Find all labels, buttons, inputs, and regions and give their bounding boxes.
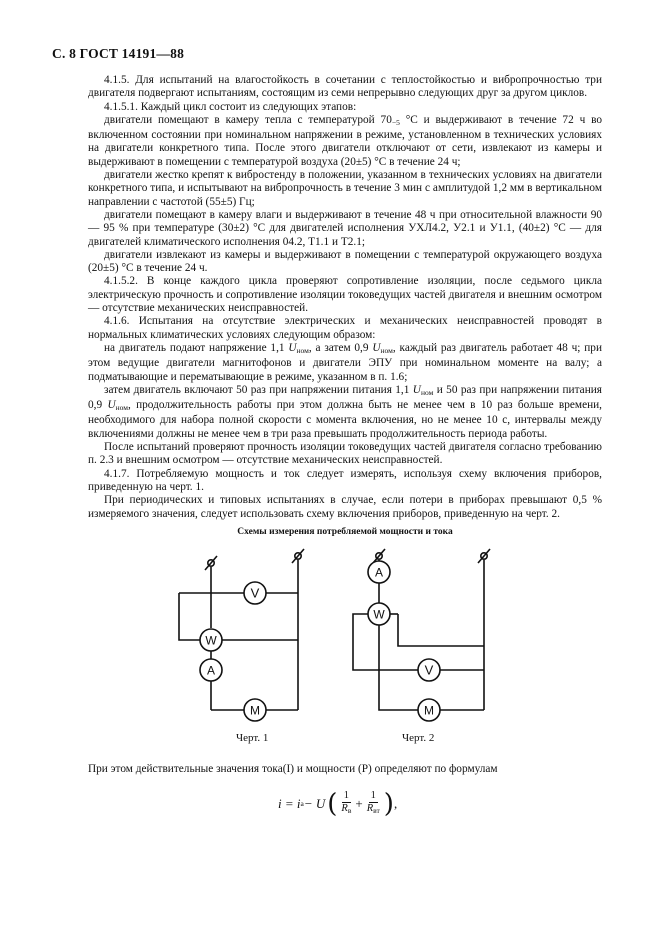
wattmeter-2 (368, 603, 390, 625)
diagram-2 (353, 549, 490, 721)
svg-text:V: V (250, 585, 260, 601)
paragraph-humidity-stage: двигатели помещают в камеру влаги и выдерживают в течение 48 ч при относительной влажности 90 — 95 % при температуре (30±2) °С для двигателей исполнения УХЛ4.2, У2.1 и У1.1, (40±2) °С — для двигателей климатического исполнения 04.2, Т1.1 и Т2.1; (88, 208, 602, 248)
svg-text:V: V (424, 662, 434, 678)
svg-text:A: A (206, 663, 216, 678)
motor-1 (244, 699, 266, 721)
fraction-1: $\frac{1}{R_в}$ (341, 790, 352, 815)
svg-text:A: A (374, 565, 384, 580)
paragraph-4-1-6: 4.1.6. Испытания на отсутствие электрических и механических неисправностей проводят в нормальных климатических условиях следующим образом: (88, 315, 602, 341)
fraction-2: $\frac{1}{R_{вт}}$ (366, 790, 380, 815)
wattmeter-1 (200, 629, 222, 651)
svg-text:M: M (424, 703, 434, 718)
schemes-title: Схемы измерения потребляемой мощности и тока (237, 527, 453, 537)
paragraph-4-1-5-2: 4.1.5.2. В конце каждого цикла проверяют сопротивление изоляции, после седьмого цикла электрическую прочность и сопротивление изоляции токоведущих частей двигателя и внешним осмотром — отсутствие механических неисправностей. (88, 275, 602, 315)
svg-text:W: W (373, 607, 385, 622)
paragraph-after-tests: После испытаний проверяют прочность изоляции токоведущих частей двигателя согласно требованию п. 2.3 и внешним осмотром — отсутствие механических неисправностей. (88, 441, 602, 467)
page-header: С. 8 ГОСТ 14191—88 (52, 46, 185, 61)
paragraph-switching-test: затем двигатель включают 50 раз при напряжении питания 1,1 $U_{ном}$ и 50 раз при напряжении питания 0,9 $U_{ном}$, продолжительность работы при этом должна быть не менее чем в 10 раз больше времени, необходимого для набора полной скорости с момента включения, но не менее 10 с, интервалы между включениями должны не менее чем в три раза превышать продолжительность периода работы. (88, 383, 602, 440)
diagram-1 (179, 549, 304, 721)
formula-intro: При этом действительные значения тока(I) и мощности (P) определяют по формулам (88, 763, 498, 775)
svg-text:W: W (205, 633, 217, 648)
ammeter-1 (200, 659, 222, 681)
current-formula: i = i а − U ( $\frac{1}{R_в}$ + $\frac{1}{R_{вт}}$ ) , (278, 788, 398, 819)
paragraph-4-1-5: 4.1.5. Для испытаний на влагостойкость в сочетании с теплостойкостью и вибропрочностью три двигателя подвергают испытаниям, состоящим из семи непрерывно следующих друг за другом циклов. (88, 74, 602, 100)
motor-2 (418, 699, 440, 721)
paragraph-4-1-7: 4.1.7. Потребляемую мощность и ток следует измерять, используя схему включения приборов, приведенную на черт. 1. (88, 467, 602, 493)
paragraph-voltage-test: на двигатель подают напряжение 1,1 $U_{ном}$, а затем 0,9 $U_{ном}$, каждый раз двигатель работает 48 ч; при этом ведущие двигатели магнитофонов и двигатели ЭПУ при номинальном моменте на валу; а подматывающие и перематывающие в режиме, указанном в п. 1.6; (88, 341, 602, 383)
paragraph-extract-stage: двигатели извлекают из камеры и выдерживают в помещении с температурой окружающего воздуха (20±5) °С в течение 24 ч. (88, 248, 602, 275)
paragraph-vibration-stage: двигатели жестко крепят к вибростенду в положении, указанном в технических условиях на двигатели конкретного типа, и испытывают на вибропрочность в течение 3 мин с амплитудой 1,2 мм в вертикальном направлении с частотой (55±5) Гц; (88, 169, 602, 208)
voltmeter-2 (418, 659, 440, 681)
paragraph-heat-stage: двигатели помещают в камеру тепла с температурой $70_{-5}$ °С и выдерживают в течение 72 ч во включенном состоянии при номинальном напряжении в режиме, установленном в технических условиях на двигатели конкретного типа. После этого двигатели отключают от сети, извлекают из камеры и выдерживают в помещении с температурой воздуха (20±5) °С в течение 24 ч; (88, 113, 602, 168)
voltmeter-1 (244, 582, 266, 604)
paragraph-4-1-5-1: 4.1.5.1. Каждый цикл состоит из следующих этапов: (104, 100, 357, 113)
svg-text:M: M (250, 703, 260, 718)
ammeter-2 (368, 561, 390, 583)
paragraph-periodic-tests: При периодических и типовых испытаниях в случае, если потери в приборах превышают 0,5 % измеряемого значения, следует использовать схему включения приборов, приведенную на черт. 2. (88, 494, 602, 520)
caption-fig-1: Черт. 1 (236, 732, 269, 744)
caption-fig-2: Черт. 2 (402, 732, 435, 744)
